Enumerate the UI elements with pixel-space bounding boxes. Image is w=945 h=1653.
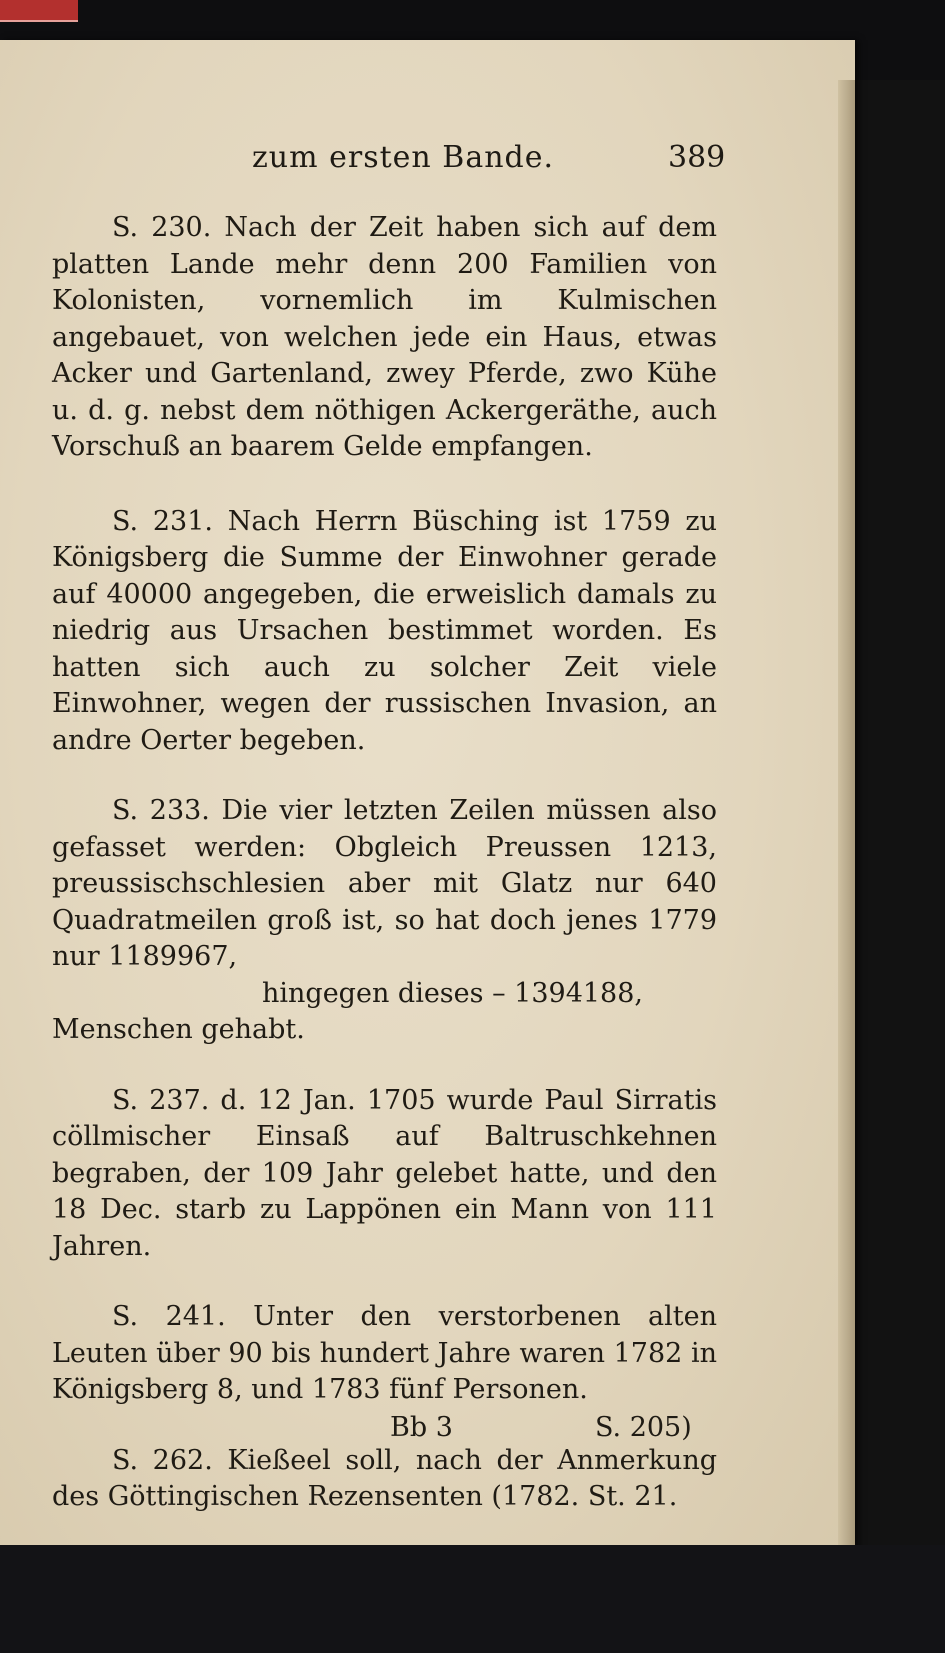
footer-line <box>390 1412 710 1452</box>
running-header <box>0 140 945 180</box>
header-title: zum ersten Bande. <box>252 140 555 175</box>
catchword: S. 205) <box>595 1412 692 1443</box>
backdrop-bottom <box>0 1545 945 1653</box>
page-number: 389 <box>668 140 726 175</box>
paragraph-s233-end: Menschen gehabt. <box>52 1014 305 1045</box>
signature-mark: Bb 3 <box>390 1412 453 1443</box>
paragraph-s233-continuation: hingegen dieses – 1394188, <box>262 977 643 1009</box>
paragraph-s237: S. 237. d. 12 Jan. 1705 wurde Paul Sirratis cöllmischer Einsaß auf Baltruschkehnen begraben, der 109 Jahr gelebet hatte, und den 18 Dec. starb zu Lappönen ein Mann von 111 Jahren. <box>52 1084 717 1262</box>
bookmark-ribbon <box>0 0 78 22</box>
page-edge <box>838 80 855 1580</box>
paragraph-s233: S. 233. Die vier letzten Zeilen müssen also gefasset werden: Obgleich Preussen 1213, preussischschlesien aber mit Glatz nur 640 Quadratmeilen groß ist, so hat doch jenes 1779 nur 1189967, <box>52 795 717 972</box>
paragraph-s262: S. 262. Kießeel soll, nach der Anmerkung des Göttingischen Rezensenten (1782. St. 21. <box>52 1444 717 1512</box>
paragraph-s230: S. 230. Nach der Zeit haben sich auf dem platten Lande mehr denn 200 Familien von Kolonisten, vornemlich im Kulmischen angebauet, von welchen jede ein Haus, etwas Acker und Gartenland, zwey Pferde, zwo Kühe u. d. g. nebst dem nöthigen Ackergeräthe, auch Vorschuß an baarem Gelde empfangen. <box>52 212 717 462</box>
text-block <box>52 210 717 1516</box>
paragraph-s241: S. 241. Unter den verstorbenen alten Leuten über 90 bis hundert Jahre waren 1782 in Königsberg 8, und 1783 fünf Personen. <box>52 1301 717 1405</box>
paragraph-s231: S. 231. Nach Herrn Büsching ist 1759 zu Königsberg die Summe der Einwohner gerade auf 40000 angegeben, die erweislich damals zu niedrig aus Ursachen bestimmet worden. Es hatten sich auch zu solcher Zeit viele Einwohner, wegen der russischen Invasion, an andre Oerter begeben. <box>52 505 717 756</box>
